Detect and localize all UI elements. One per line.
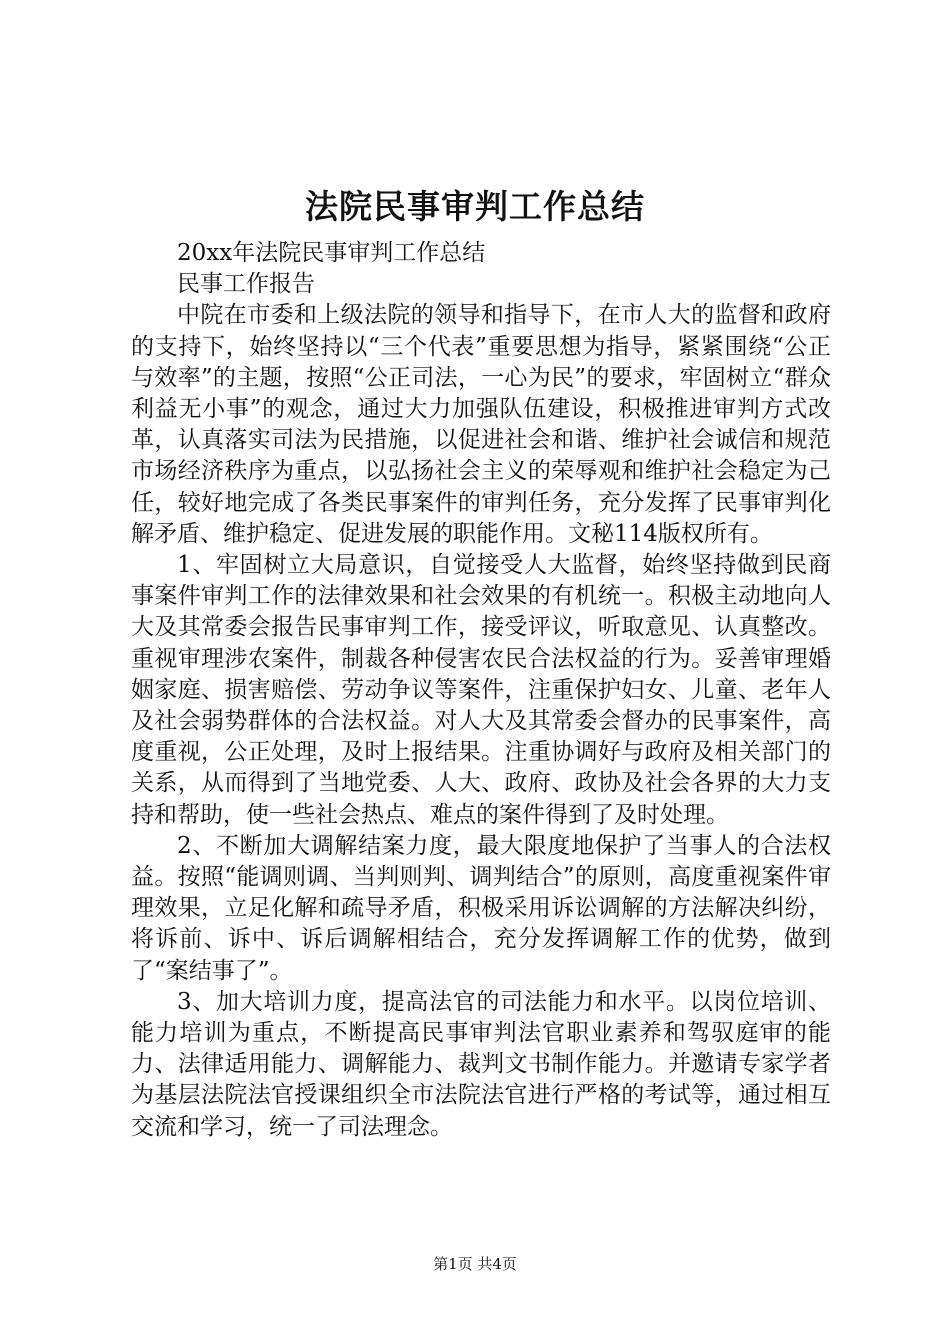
- paragraph-item-2: 2、不断加大调解结案力度，最大限度地保护了当事人的合法权益。按照“能调则调、当判则判、调判结合”的原则，高度重视案件审理效果，立足化解和疏导矛盾，积极采用诉讼调解的方法解决纠纷，将诉前、诉中、诉后调解相结合，充分发挥调解工作的优势，做到了“案结事了”。: [131, 832, 831, 984]
- document-body: [131, 238, 831, 1143]
- paragraph-intro: 中院在市委和上级法院的领导和指导下，在市人大的监督和政府的支持下，始终坚持以“三个代表”重要思想为指导，紧紧围绕“公正与效率”的主题，按照“公正司法，一心为民”的要求，牢固树立“群众利益无小事”的观念，通过大力加强队伍建设，积极推进审判方式改革，认真落实司法为民措施，以促进社会和谐、维护社会诚信和规范市场经济秩序为重点，以弘扬社会主义的荣辱观和维护社会稳定为己任，较好地完成了各类民事案件的审判任务，充分发挥了民事审判化解矛盾、维护稳定、促进发展的职能作用。文秘114版权所有。: [131, 302, 831, 547]
- paragraph-subtitle: 20xx年法院民事审判工作总结: [177, 240, 486, 266]
- page-number-footer: 第1页 共4页: [433, 1255, 517, 1273]
- document-title: 法院民事审判工作总结: [305, 187, 645, 226]
- paragraph-item-1: 1、牢固树立大局意识，自觉接受人大监督，始终坚持做到民商事案件审判工作的法律效果和社会效果的有机统一。积极主动地向人大及其常委会报告民事审判工作，接受评议，听取意见、认真整改。重视审理涉农案件，制裁各种侵害农民合法权益的行为。妥善审理婚姻家庭、损害赔偿、劳动争议等案件，注重保护妇女、儿童、老年人及社会弱势群体的合法权益。对人大及其常委会督办的民事案件，高度重视，公正处理，及时上报结果。注重协调好与政府及相关部门的关系，从而得到了当地党委、人大、政府、政协及社会各界的大力支持和帮助，使一些社会热点、难点的案件得到了及时处理。: [131, 552, 831, 828]
- paragraph-item-3: 3、加大培训力度，提高法官的司法能力和水平。以岗位培训、能力培训为重点，不断提高民事审判法官职业素养和驾驭庭审的能力、法律适用能力、调解能力、裁判文书制作能力。并邀请专家学者为基层法院法官授课组织全市法院法官进行严格的考试等，通过相互交流和学习，统一了司法理念。: [131, 988, 831, 1140]
- paragraph-heading: 民事工作报告: [177, 271, 315, 298]
